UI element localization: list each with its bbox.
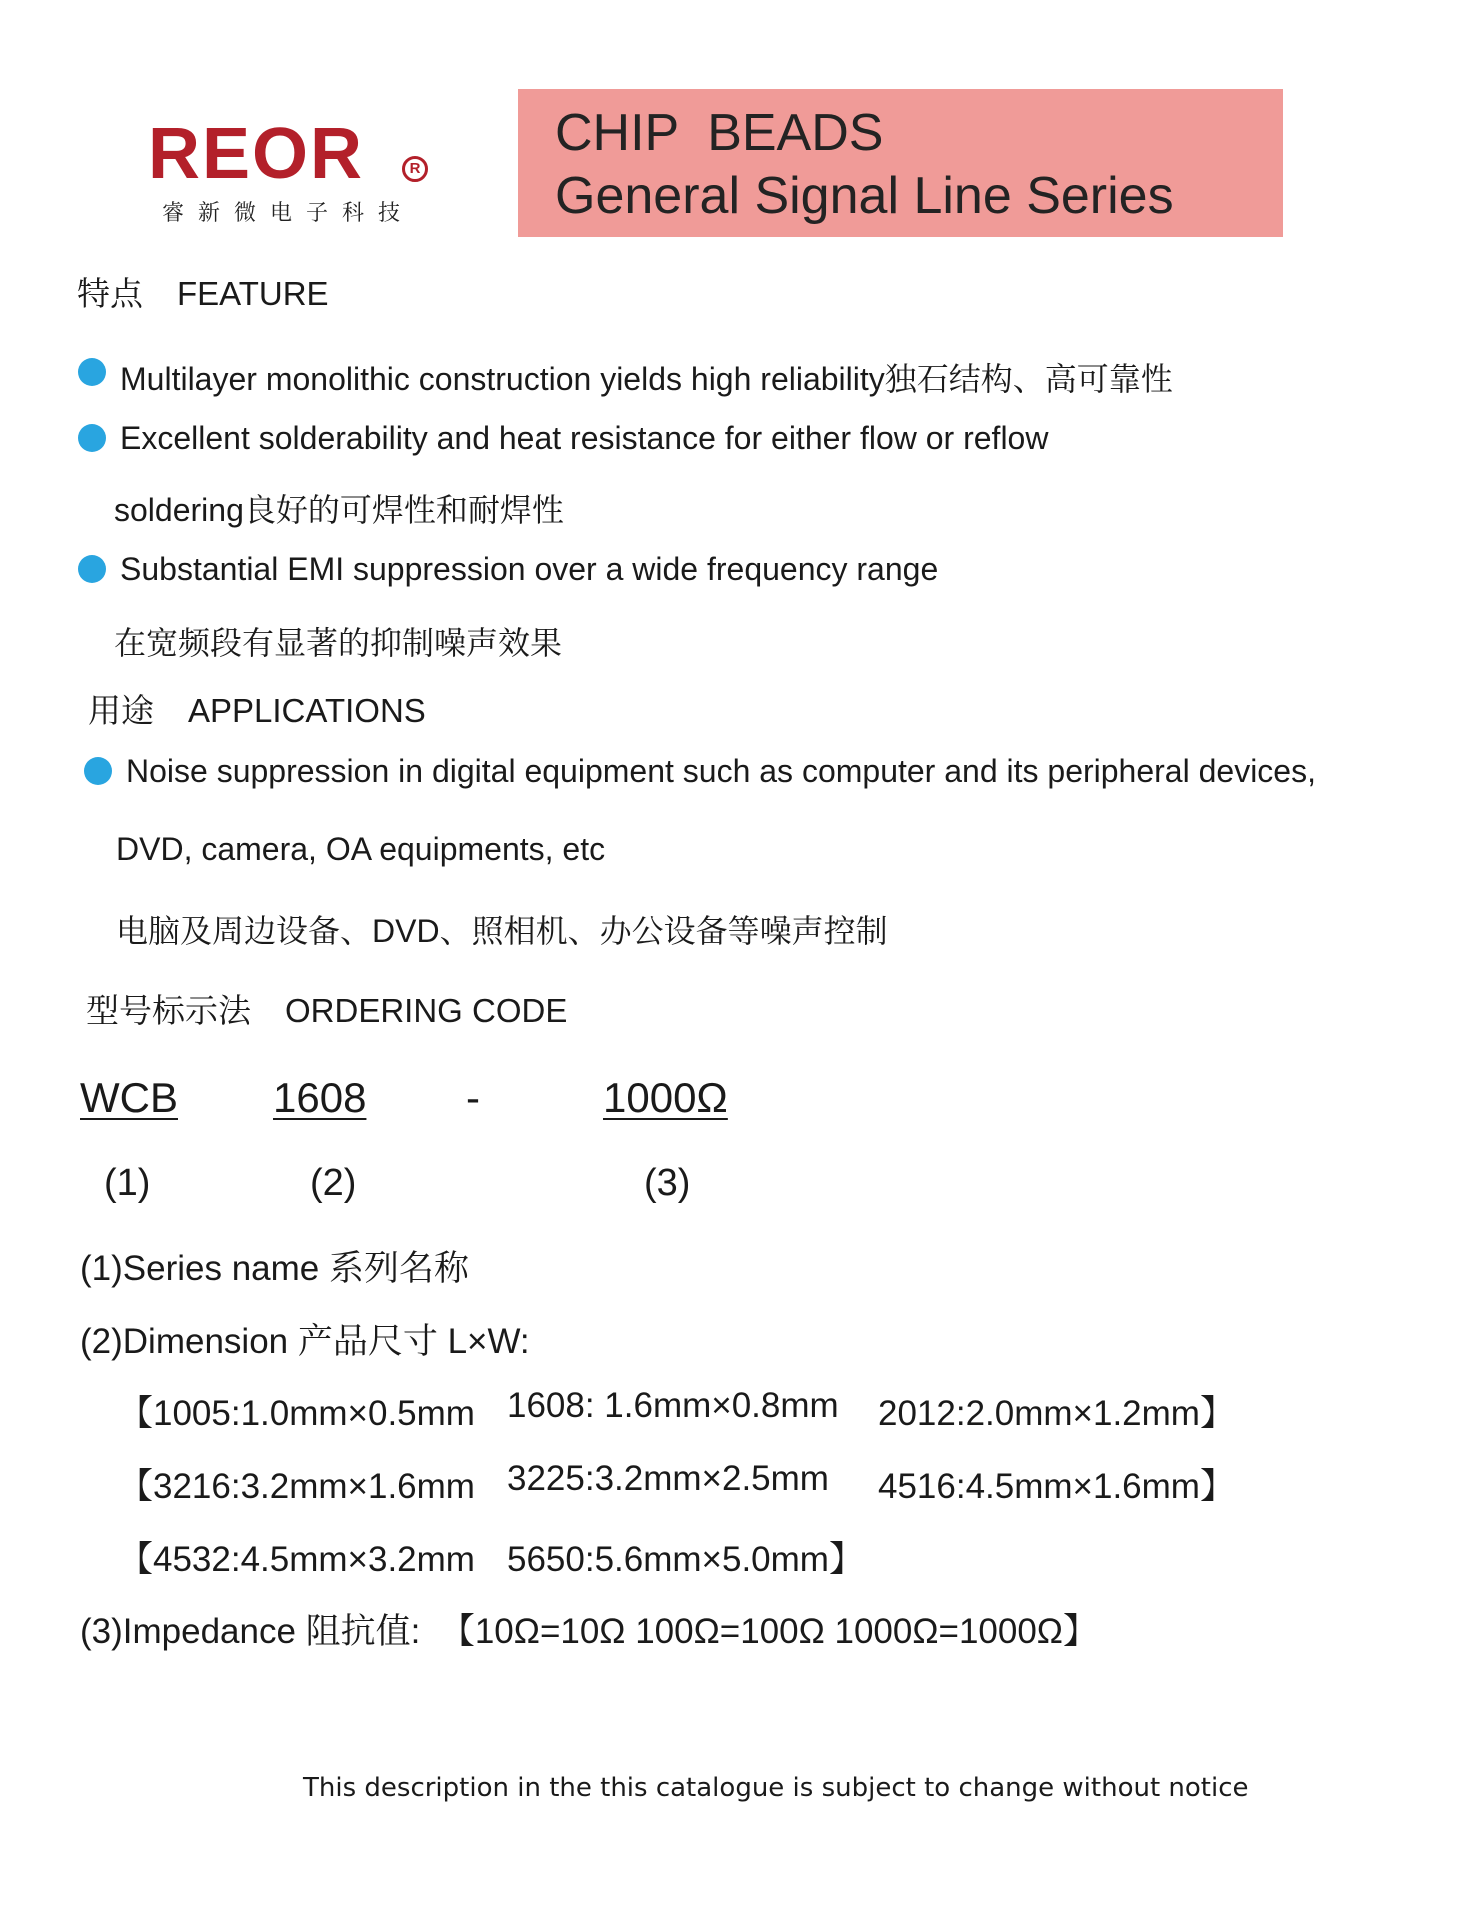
- title-line-1: CHIP BEADS: [555, 104, 884, 162]
- code-dash: -: [466, 1074, 480, 1121]
- feature-item-3-line-1: Substantial EMI suppression over a wide frequency range: [120, 551, 939, 587]
- applications-line-3: 电脑及周边设备、DVD、照相机、办公设备等噪声控制: [116, 913, 888, 949]
- ordering-heading: [86, 985, 567, 1032]
- footer-notice: This description in the this catalogue is subject to change without notice: [303, 1773, 1249, 1803]
- logo-brand: REOR: [148, 114, 365, 194]
- applications-line-2: DVD, camera, OA equipments, etc: [116, 831, 606, 867]
- ordering-heading-cn: 型号标示法: [86, 991, 251, 1030]
- feature-item-1: Multilayer monolithic construction yields high reliability独石结构、高可靠性: [120, 361, 1173, 397]
- feature-heading: [77, 268, 329, 315]
- dimension-row-3-col-2: 5650:5.6mm×5.0mm】: [507, 1540, 864, 1579]
- dimension-row-1-col-3: 2012:2.0mm×1.2mm】: [878, 1394, 1235, 1433]
- impedance-description: (3)Impedance 阻抗值: 【10Ω=10Ω 100Ω=100Ω 1000Ω=1000Ω】: [80, 1612, 1098, 1651]
- applications-heading: [88, 685, 426, 732]
- code-index-3: (3): [644, 1162, 691, 1204]
- title-banner: [518, 89, 1283, 237]
- dimension-row-1-col-1: 【1005:1.0mm×0.5mm: [118, 1394, 475, 1433]
- series-description: (1)Series name 系列名称: [80, 1249, 469, 1288]
- bullet-icon: [78, 424, 106, 452]
- dimension-row-3-col-1: 【4532:4.5mm×3.2mm: [118, 1540, 475, 1579]
- feature-item-2-line-1: Excellent solderability and heat resistance for either flow or reflow: [120, 420, 1049, 456]
- ordering-heading-en: ORDERING CODE: [285, 992, 568, 1029]
- feature-item-3-line-2: 在宽频段有显著的抑制噪声效果: [114, 624, 563, 662]
- reor-logo: [148, 114, 438, 228]
- dimension-row-1-col-2: 1608: 1.6mm×0.8mm: [507, 1386, 839, 1425]
- registered-mark-icon: R: [402, 156, 428, 182]
- bullet-icon: [78, 358, 106, 386]
- bullet-icon: [84, 757, 112, 785]
- code-dimension: 1608: [273, 1074, 367, 1121]
- applications-heading-en: APPLICATIONS: [188, 692, 426, 729]
- applications-heading-cn: 用途: [88, 691, 154, 730]
- applications-line-1: Noise suppression in digital equipment such as computer and its peripheral devices,: [126, 753, 1316, 789]
- dimension-row-2-col-2: 3225:3.2mm×2.5mm: [507, 1459, 829, 1498]
- code-series: WCB: [80, 1074, 178, 1121]
- bullet-icon: [78, 555, 106, 583]
- logo-subtitle: 睿新微电子科技: [162, 201, 415, 226]
- code-index-1: (1): [104, 1162, 151, 1204]
- dimension-row-2-col-3: 4516:4.5mm×1.6mm】: [878, 1467, 1235, 1506]
- feature-item-2-line-2: soldering良好的可焊性和耐焊性: [114, 492, 564, 528]
- feature-heading-cn: 特点: [77, 274, 143, 313]
- feature-heading-en: FEATURE: [177, 275, 329, 312]
- code-index-2: (2): [310, 1162, 357, 1204]
- code-impedance: 1000Ω: [603, 1074, 728, 1121]
- dimension-description: (2)Dimension 产品尺寸 L×W:: [80, 1322, 530, 1361]
- title-line-2: General Signal Line Series: [555, 167, 1174, 225]
- dimension-row-2-col-1: 【3216:3.2mm×1.6mm: [118, 1467, 475, 1506]
